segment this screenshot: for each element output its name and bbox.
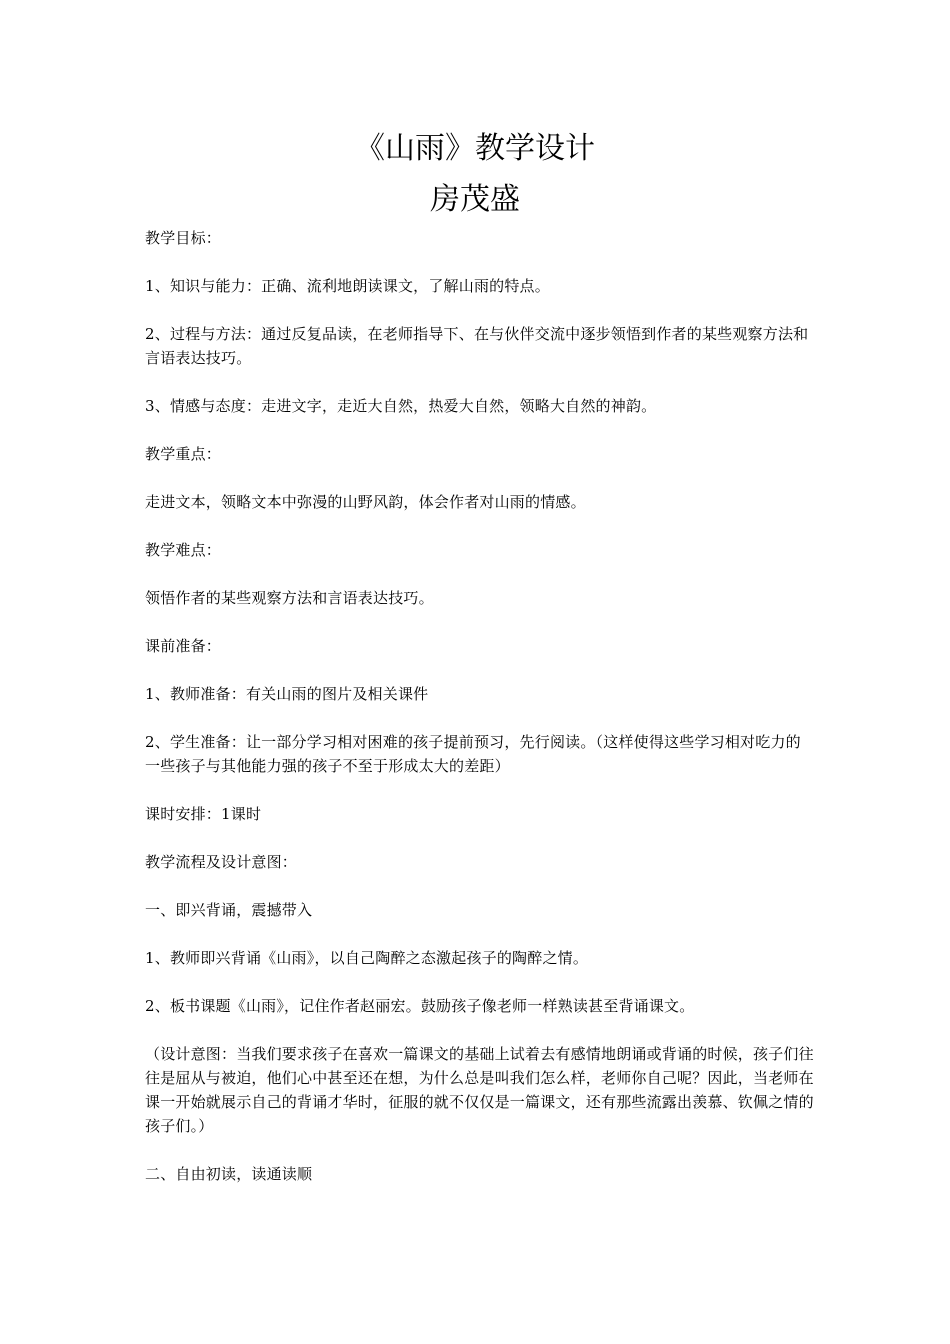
preparation-student: 2、学生准备：让一部分学习相对困难的孩子提前预习，先行阅读。（这样使得这些学习相对吃力的一些孩子与其他能力强的孩子不至于形成太大的差距） xyxy=(145,733,801,775)
objective-knowledge: 1、知识与能力：正确、流利地朗读课文，了解山雨的特点。 xyxy=(145,277,550,295)
section-heading-preparation: 课前准备： xyxy=(145,637,222,655)
section-heading-procedure: 教学流程及设计意图： xyxy=(145,853,298,871)
step-one-item-2: 2、板书课题《山雨》，记住作者赵丽宏。鼓励孩子像老师一样熟读甚至背诵课文。 xyxy=(145,997,695,1015)
difficulties-text: 领悟作者的某些观察方法和言语表达技巧。 xyxy=(145,589,434,607)
section-heading-objectives: 教学目标： xyxy=(145,229,222,247)
document-author: 房茂盛 xyxy=(430,182,520,217)
document-title: 《山雨》教学设计 xyxy=(355,131,595,166)
objective-process: 2、过程与方法：通过反复品读，在老师指导下、在与伙伴交流中逐步领悟到作者的某些观察方法和言语表达技巧。 xyxy=(145,325,809,367)
section-heading-key-points: 教学重点： xyxy=(145,445,222,463)
preparation-teacher: 1、教师准备：有关山雨的图片及相关课件 xyxy=(145,685,429,703)
class-schedule: 课时安排：1课时 xyxy=(145,805,262,823)
step-one-item-1: 1、教师即兴背诵《山雨》，以自己陶醉之态激起孩子的陶醉之情。 xyxy=(145,949,589,967)
step-two-heading: 二、自由初读，读通读顺 xyxy=(145,1165,313,1183)
step-one-heading: 一、即兴背诵，震撼带入 xyxy=(145,901,313,919)
section-heading-difficulties: 教学难点： xyxy=(145,541,222,559)
key-points-text: 走进文本，领略文本中弥漫的山野风韵，体会作者对山雨的情感。 xyxy=(145,493,586,511)
document-body xyxy=(145,226,815,1210)
objective-emotion: 3、情感与态度：走进文字，走近大自然，热爱大自然，领略大自然的神韵。 xyxy=(145,397,657,415)
design-intent-note: （设计意图：当我们要求孩子在喜欢一篇课文的基础上试着去有感情地朗诵或背诵的时候，孩子们往往是屈从与被迫，他们心中甚至还在想，为什么总是叫我们怎么样，老师你自己呢？因此，当老师在课一开始就展示自己的背诵才华时，征服的就不仅仅是一篇课文，还有那些流露出羡慕、钦佩之情的孩子们。） xyxy=(145,1045,814,1135)
